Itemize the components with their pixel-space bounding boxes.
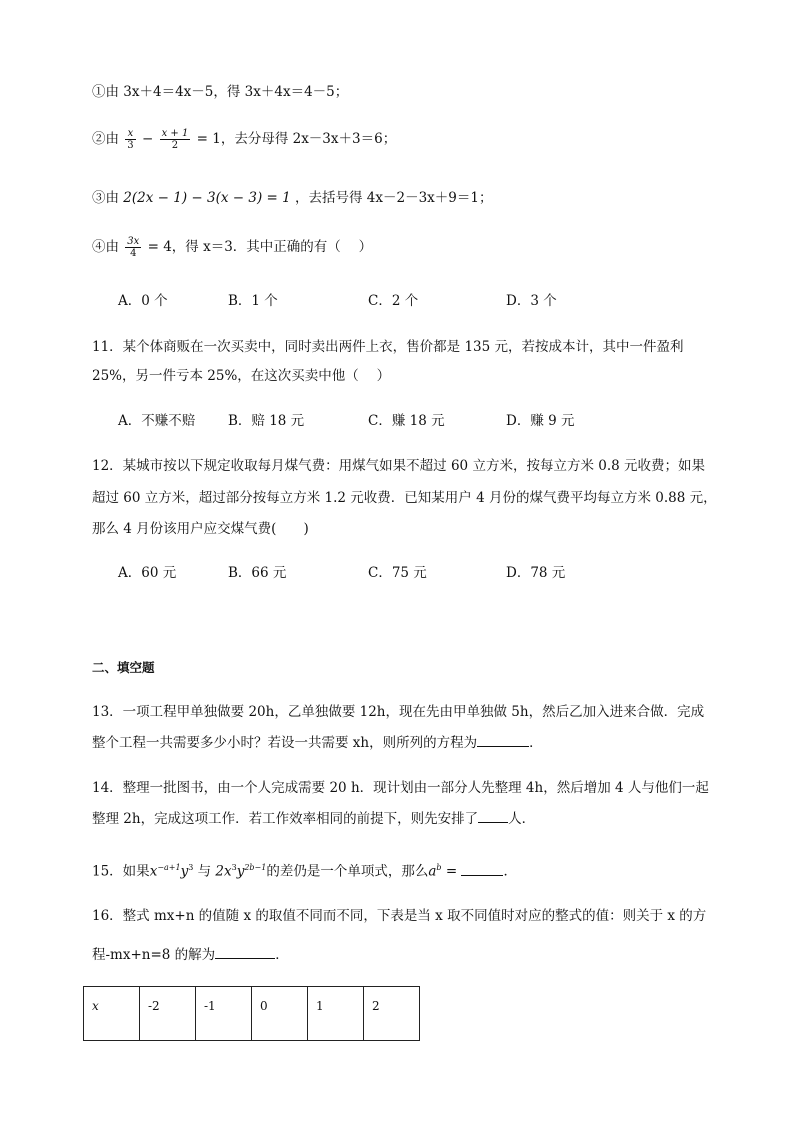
q15-prefix: 15．如果 — [92, 863, 150, 880]
statement-2-prefix: ②由 — [92, 131, 119, 147]
q11-line-2: 25%，另一件亏本 25%，在这次买卖中他（ ） — [92, 368, 391, 384]
q12-line-3: 那么 4 月份该用户应交煤气费( ) — [92, 521, 309, 537]
fraction-x-over-3: $\frac{x}{3}$ — [127, 128, 134, 151]
q13-line-2-text: 整个工程一共需要多少小时？若设一共需要 xh，则所列的方程为 — [92, 735, 478, 751]
q16-answer-blank[interactable] — [215, 944, 275, 959]
q12-option-c[interactable]: C．75 元 — [368, 565, 427, 581]
statement-4-prefix: ④由 — [92, 239, 119, 255]
q16-line-2-text: 程-mx+n=8 的解为 — [92, 947, 216, 963]
table-cell: 0 — [252, 987, 308, 1041]
q15-term1-y-exponent: 3 — [188, 863, 194, 872]
table-cell: -2 — [140, 987, 196, 1041]
q15-suffix: 的差仍是一个单项式，那么 — [266, 863, 429, 880]
q15-b-exponent: b — [436, 863, 442, 872]
q14-line-2-end: 人． — [508, 811, 536, 827]
table-cell: -1 — [196, 987, 252, 1041]
q15-term1-x-exponent: −a+1 — [157, 863, 181, 872]
q14-line-1: 14．整理一批图书，由一个人完成需要 20 h．现计划由一部分人先整理 4h，然后增加 4 人与他们一起 — [92, 780, 709, 796]
table-cell: 2 — [364, 987, 420, 1041]
q15-term2-y: y — [236, 863, 245, 880]
q16-line-2 — [92, 944, 289, 965]
q12-line-1: 12．某城市按以下规定收取每月煤气费：用煤气如果不超过 60 立方米，按每立方米 0.8 元收费；如果 — [92, 458, 705, 474]
fraction-3x-over-4: $\frac{3x}{4}$ — [127, 236, 140, 259]
q11-option-d[interactable]: D．赚 9 元 — [506, 413, 575, 429]
q14-line-2 — [92, 808, 535, 829]
q15-term2-x-exponent: 3 — [231, 863, 237, 872]
statement-2-suffix: = 1，去分母得 2x－3x＋3＝6； — [196, 131, 397, 147]
q15-and: 与 — [197, 863, 212, 880]
q13-line-1: 13．一项工程甲单独做要 20h，乙单独做要 12h，现在先由甲单独做 5h，然后乙加入进来合做．完成 — [92, 704, 705, 720]
q13-answer-blank[interactable] — [477, 732, 529, 747]
q11-option-c[interactable]: C．赚 18 元 — [368, 413, 445, 429]
q15-term1-x: x — [149, 863, 158, 880]
statement-2 — [92, 128, 396, 151]
table-row — [84, 987, 420, 1041]
table-cell: 1 — [308, 987, 364, 1041]
q15-term2-y-exponent: 2b−1 — [244, 863, 267, 872]
q10-option-a[interactable]: A．0 个 — [118, 293, 168, 309]
q15-a: a — [428, 863, 437, 880]
q14-line-2-text: 整理 2h，完成这项工作．若工作效率相同的前提下，则先安排了 — [92, 811, 479, 827]
q15-equals: = — [445, 863, 458, 880]
q12-line-2: 超过 60 立方米，超过部分按每立方米 1.2 元收费．已知某用户 4 月份的煤气费平均每立方米 0.88 元， — [92, 490, 717, 506]
value-table — [83, 986, 420, 1041]
statement-4-suffix: = 4，得 x＝3．其中正确的有（ ） — [147, 239, 373, 255]
q16-line-2-end: ． — [275, 947, 289, 963]
statement-3-prefix: ③由 — [92, 190, 119, 206]
statement-3-suffix: ，去括号得 4x－2－3x＋9＝1； — [295, 190, 493, 206]
q15-term1-y: y — [180, 863, 189, 880]
q10-option-b[interactable]: B．1 个 — [228, 293, 278, 309]
section-heading-fill-in: 二、填空题 — [92, 660, 155, 675]
q15-answer-blank[interactable] — [461, 861, 503, 876]
q12-option-a[interactable]: A．60 元 — [118, 565, 177, 581]
q11-option-a[interactable]: A．不赚不赔 — [118, 413, 196, 429]
q11-option-b[interactable]: B．赔 18 元 — [228, 413, 305, 429]
statement-1: ①由 3x＋4＝4x－5，得 3x＋4x＝4－5； — [92, 84, 349, 100]
q10-option-c[interactable]: C．2 个 — [368, 293, 419, 309]
minus-sign: − — [141, 131, 154, 147]
q13-line-2: 整个工程一共需要多少小时？若设一共需要 xh，则所列的方程为 ． — [92, 732, 543, 753]
q14-answer-blank[interactable] — [478, 808, 508, 823]
q15-line — [92, 858, 517, 882]
statement-3 — [92, 188, 492, 208]
fraction-x-plus-1-over-2: $\frac{x + 1}{2}$ — [161, 128, 189, 151]
q16-line-1: 16．整式 mx+n 的值随 x 的取值不同而不同，下表是当 x 取不同值时对应的整式的值：则关于 x 的方 — [92, 908, 707, 924]
q12-option-b[interactable]: B．66 元 — [228, 565, 287, 581]
q15-end: ． — [503, 863, 517, 880]
statement-4 — [92, 236, 372, 259]
table-cell: x — [84, 987, 140, 1041]
q10-option-d[interactable]: D．3 个 — [506, 293, 557, 309]
statement-3-expression: 2(2x − 1) − 3(x − 3) = 1 — [123, 190, 291, 206]
q12-option-d[interactable]: D．78 元 — [506, 565, 566, 581]
q11-line-1: 11．某个体商贩在一次买卖中，同时卖出两件上衣，售价都是 135 元，若按成本计，其中一件盈利 — [92, 339, 684, 355]
q15-term2-x: 2x — [215, 863, 232, 880]
